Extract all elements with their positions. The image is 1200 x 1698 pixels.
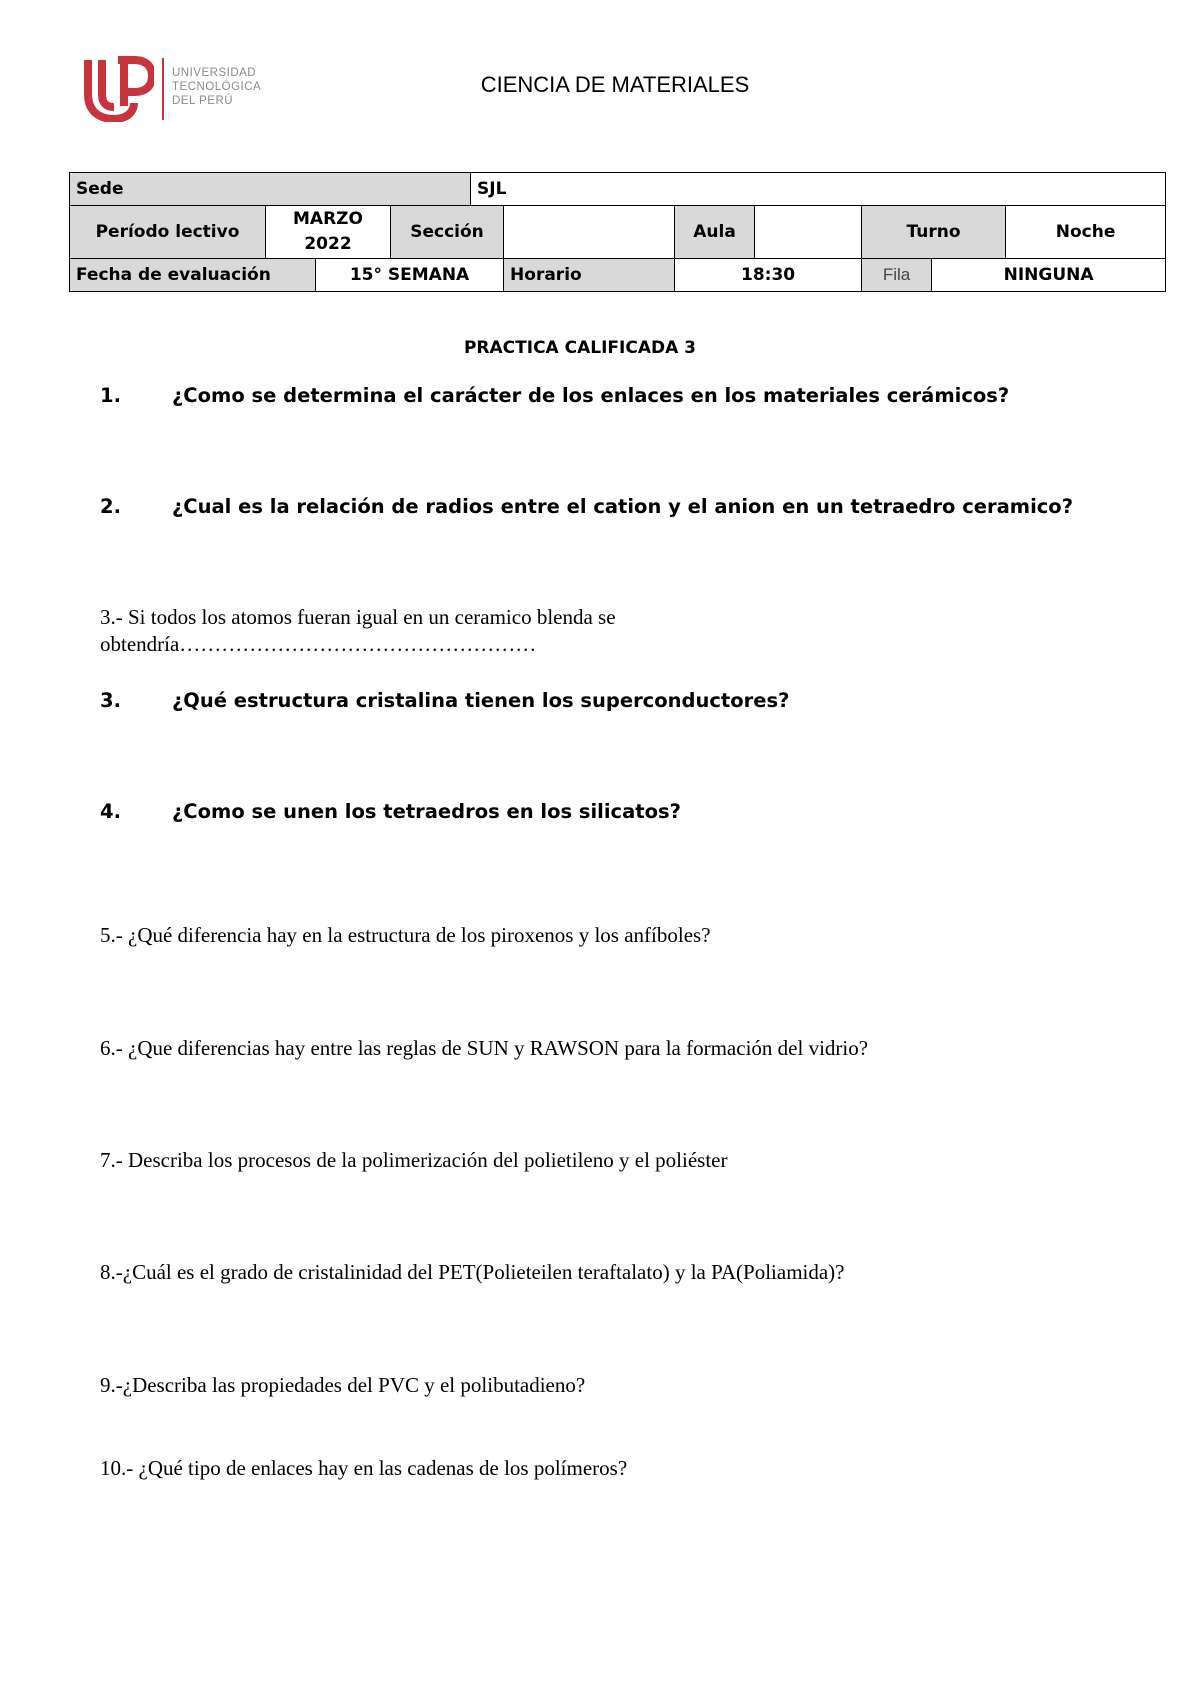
question-text: ¿Como se unen los tetraedros en los silicatos? (172, 800, 681, 823)
question-text: 6.- ¿Que diferencias hay entre las reglas de SUN y RAWSON para la formación del vidrio? (100, 1036, 869, 1060)
university-logo (84, 56, 274, 122)
question-text: 5.- ¿Qué diferencia hay en la estructura de los piroxenos y los anfíboles? (100, 923, 711, 947)
question-text: 3.- Si todos los atomos fueran igual en un ceramico blenda se (100, 605, 616, 629)
question-item (100, 1372, 1100, 1399)
horario-value: 18:30 (675, 259, 862, 292)
question-text: ¿Como se determina el carácter de los enlaces en los materiales cerámicos? (172, 384, 1010, 407)
periodo-value (266, 206, 391, 259)
question-number: 2. (100, 495, 121, 518)
sede-label: Sede (70, 173, 471, 206)
question-text: obtendría…………………………………………… (100, 632, 537, 656)
question-number: 4. (100, 800, 121, 823)
horario-label: Horario (504, 259, 675, 292)
question-number: 3. (100, 689, 121, 712)
question-text: ¿Cual es la relación de radios entre el cation y el anion en un tetraedro ceramico? (172, 495, 1074, 518)
turno-label: Turno (862, 206, 1006, 259)
fila-value: NINGUNA (932, 259, 1166, 292)
question-item (100, 604, 1100, 658)
question-item (100, 1147, 1100, 1174)
logo-text (172, 66, 261, 108)
periodo-month: MARZO (293, 209, 363, 229)
aula-value (755, 206, 862, 259)
logo-line: DEL PERÚ (172, 95, 234, 107)
question-item (100, 495, 1100, 518)
question-text: 10.- ¿Qué tipo de enlaces hay en las cadenas de los polímeros? (100, 1456, 628, 1480)
fecha-label: Fecha de evaluación (70, 259, 316, 292)
document-title: CIENCIA DE MATERIALES (480, 72, 750, 97)
periodo-year: 2022 (304, 234, 352, 254)
question-text: ¿Qué estructura cristalina tienen los superconductores? (172, 689, 790, 712)
question-text: 7.- Describa los procesos de la polimerización del polietileno y el poliéster (100, 1148, 728, 1172)
aula-label: Aula (675, 206, 755, 259)
question-item (100, 689, 1100, 712)
question-item (100, 1455, 1100, 1482)
logo-divider (162, 58, 164, 120)
logo-line: UNIVERSIDAD (172, 67, 257, 79)
question-item (100, 1259, 1100, 1286)
question-text: 9.-¿Describa las propiedades del PVC y el polibutadieno? (100, 1373, 586, 1397)
utp-logo-icon (84, 56, 154, 122)
question-item (100, 922, 1100, 949)
fila-label: Fila (862, 259, 932, 292)
exam-heading: PRACTICA CALIFICADA 3 (463, 338, 697, 358)
question-item (100, 800, 1100, 823)
course-info-table (69, 172, 1166, 292)
fecha-value: 15° SEMANA (316, 259, 504, 292)
seccion-label: Sección (391, 206, 504, 259)
seccion-value (504, 206, 675, 259)
turno-value: Noche (1006, 206, 1166, 259)
question-item (100, 384, 1100, 407)
logo-line: TECNOLÓGICA (172, 81, 262, 93)
question-text: 8.-¿Cuál es el grado de cristalinidad del PET(Polieteilen teraftalato) y la PA(Poliamida)? (100, 1260, 845, 1284)
sede-value: SJL (471, 173, 1166, 206)
question-item (100, 1035, 1100, 1062)
question-number: 1. (100, 384, 121, 407)
periodo-label: Período lectivo (70, 206, 266, 259)
